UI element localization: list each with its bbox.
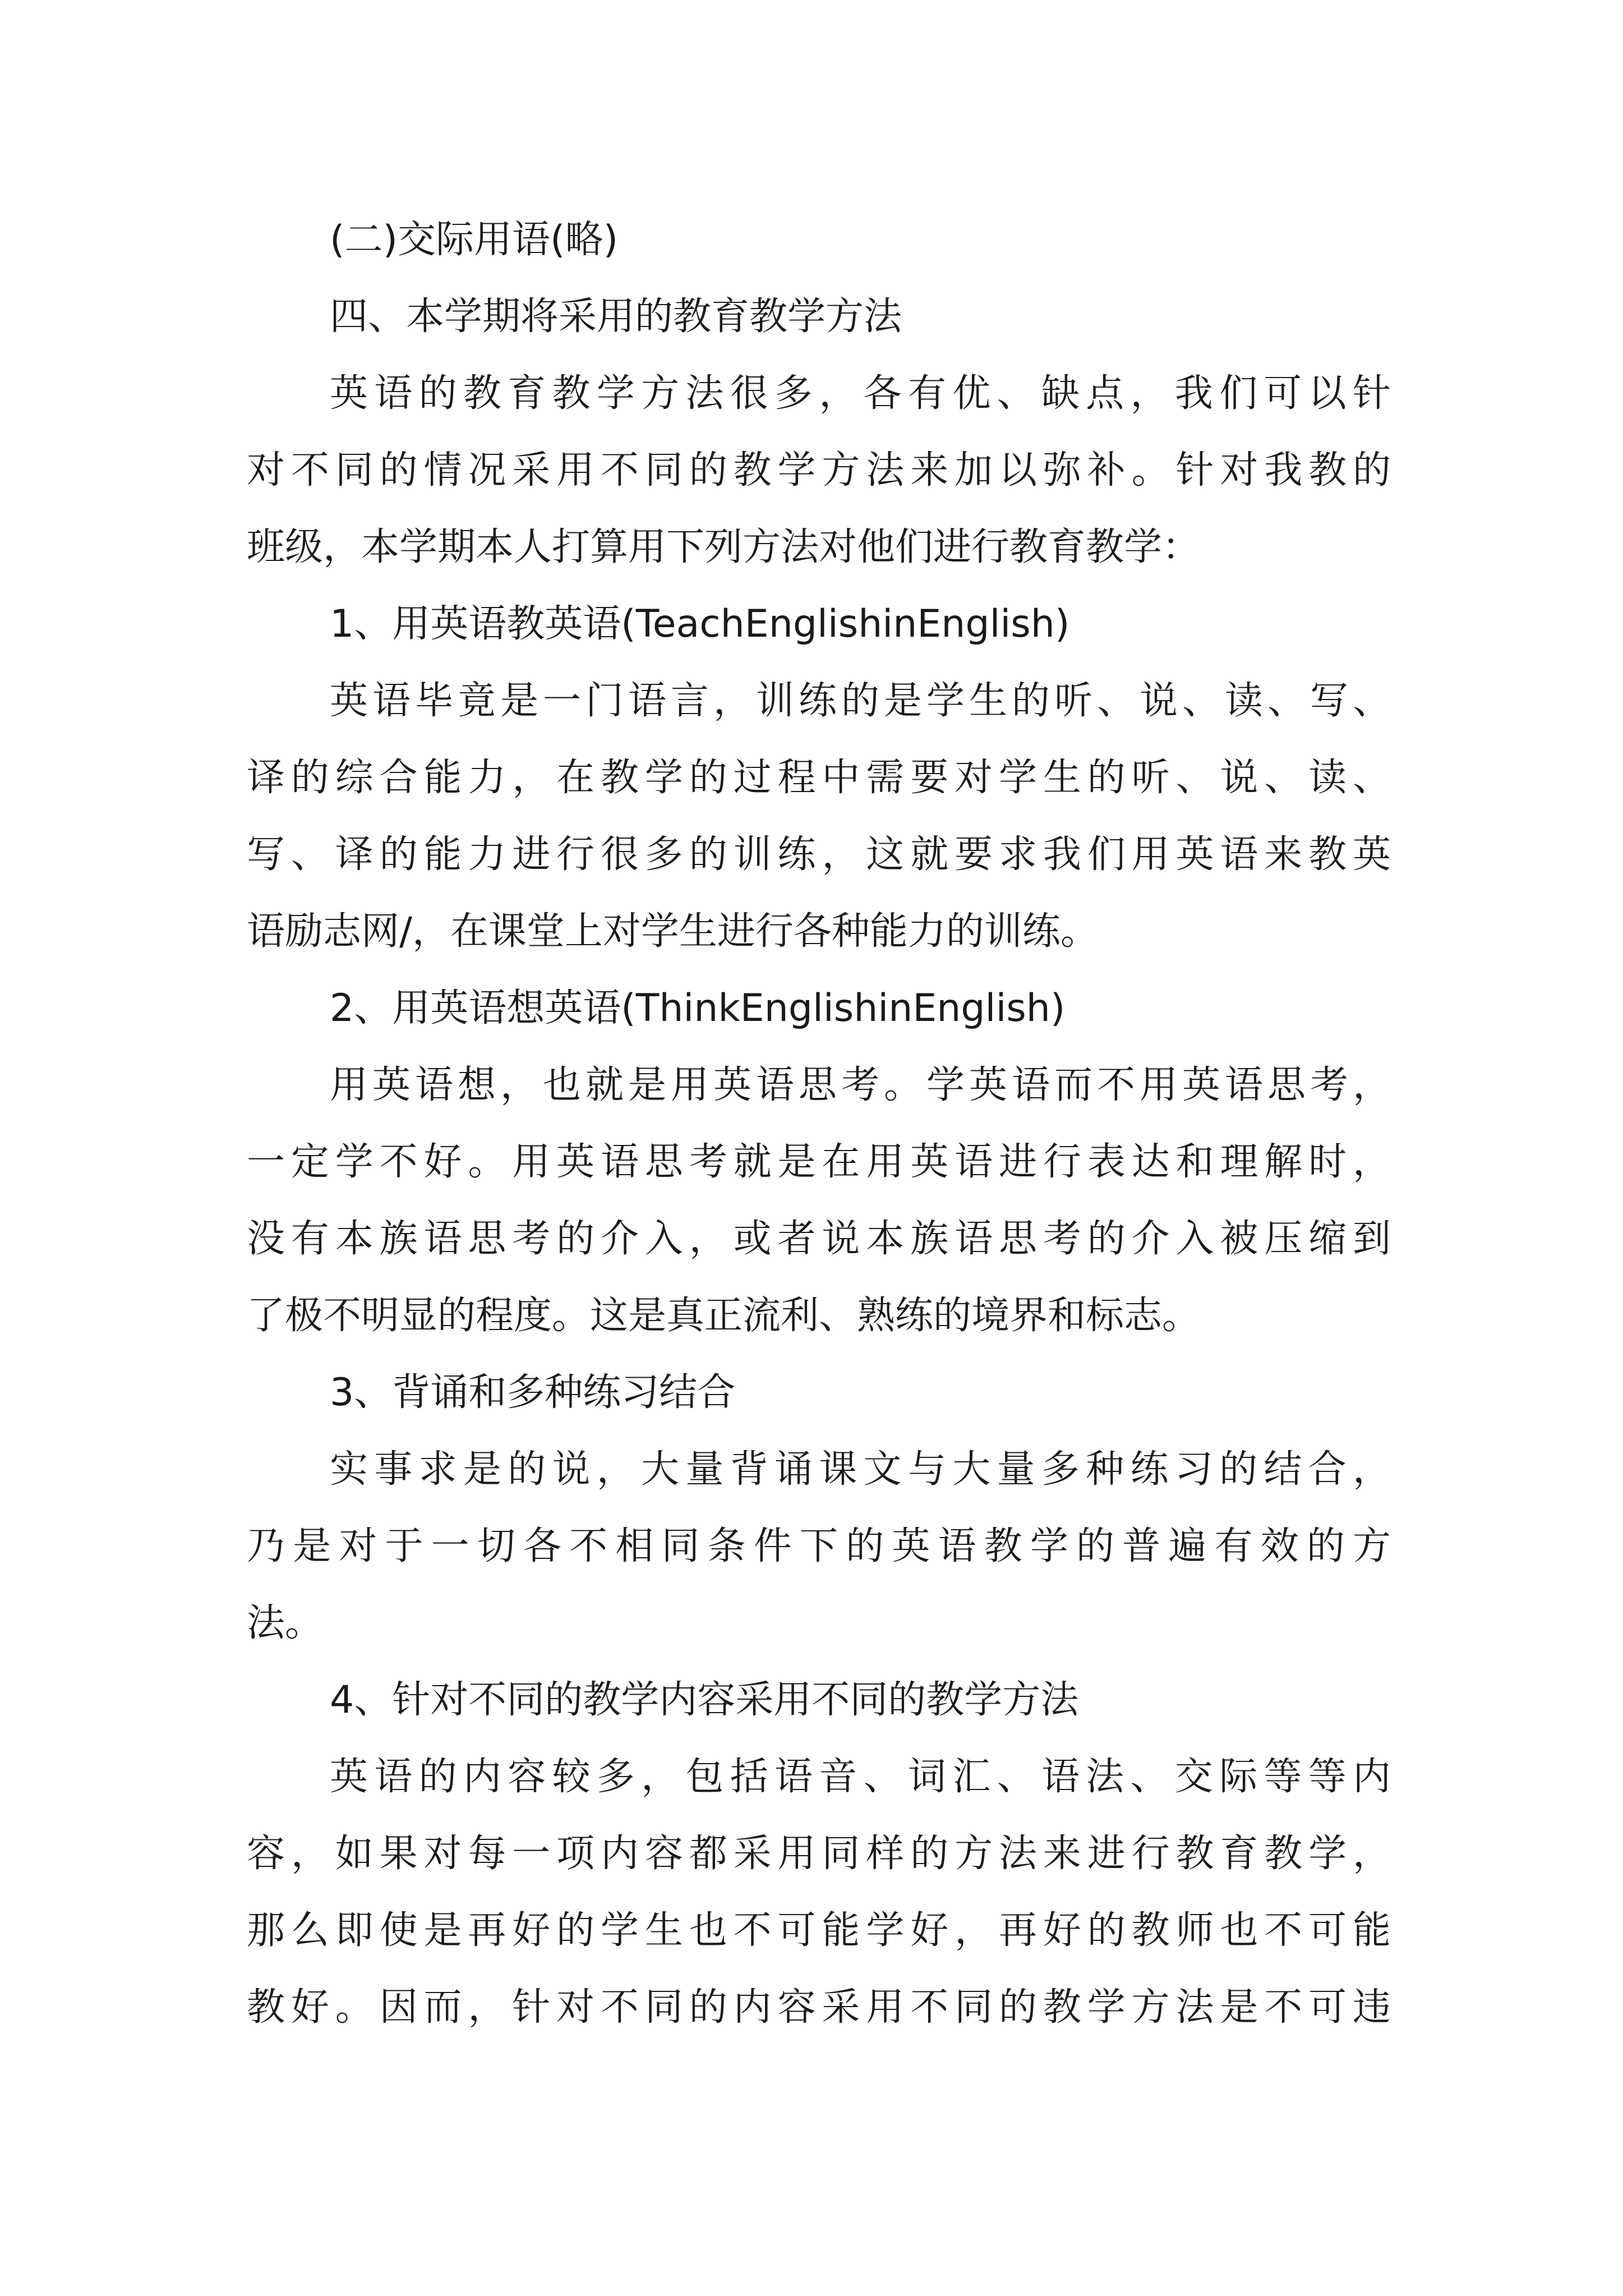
method-heading-3: 3、背诵和多种练习结合: [330, 1370, 736, 1415]
paragraph-line: 班级，本学期本人打算用下列方法对他们进行教育教学：: [247, 525, 1201, 569]
paragraph-line: 译的综合能力，在教学的过程中需要对学生的听、说、读、: [247, 756, 1391, 800]
paragraph-line: 容，如果对每一项内容都采用同样的方法来进行教育教学，: [247, 1832, 1391, 1876]
paragraph-line: 写、译的能力进行很多的训练，这就要求我们用英语来教英: [247, 832, 1391, 877]
paragraph-line: 法。: [247, 1601, 324, 1645]
subsection-heading-communication: (二)交际用语(略): [330, 218, 619, 262]
paragraph-line: 语励志网/，在课堂上对学生进行各种能力的训练。: [247, 909, 1099, 954]
paragraph-line: 那么即使是再好的学生也不可能学好，再好的教师也不可能: [247, 1908, 1391, 1953]
paragraph-line: 实事求是的说，大量背诵课文与大量多种练习的结合，: [330, 1447, 1391, 1492]
paragraph-line: 英语的内容较多，包括语音、词汇、语法、交际等等内: [330, 1755, 1391, 1799]
paragraph-line: 乃是对于一切各不相同条件下的英语教学的普遍有效的方: [247, 1524, 1391, 1568]
section-heading-teaching-methods: 四、本学期将采用的教育教学方法: [330, 295, 902, 339]
paragraph-line: 英语毕竟是一门语言，训练的是学生的听、说、读、写、: [330, 679, 1391, 723]
method-heading-4: 4、针对不同的教学内容采用不同的教学方法: [330, 1678, 1079, 1722]
method-heading-2: 2、用英语想英语(ThinkEnglishinEnglish): [330, 986, 1066, 1030]
paragraph-line: 对不同的情况采用不同的教学方法来加以弥补。针对我教的: [247, 448, 1391, 493]
paragraph-line: 没有本族语思考的介入，或者说本族语思考的介入被压缩到: [247, 1217, 1391, 1261]
paragraph-line: 教好。因而，针对不同的内容采用不同的教学方法是不可违: [247, 1985, 1391, 2030]
paragraph-line: 一定学不好。用英语思考就是在用英语进行表达和理解时，: [247, 1140, 1391, 1184]
paragraph-line: 英语的教育教学方法很多，各有优、缺点，我们可以针: [330, 371, 1391, 416]
paragraph-line: 用英语想，也就是用英语思考。学英语而不用英语思考，: [330, 1063, 1391, 1107]
paragraph-line: 了极不明显的程度。这是真正流利、熟练的境界和标志。: [247, 1294, 1201, 1338]
method-heading-1: 1、用英语教英语(TeachEnglishinEnglish): [330, 602, 1070, 646]
